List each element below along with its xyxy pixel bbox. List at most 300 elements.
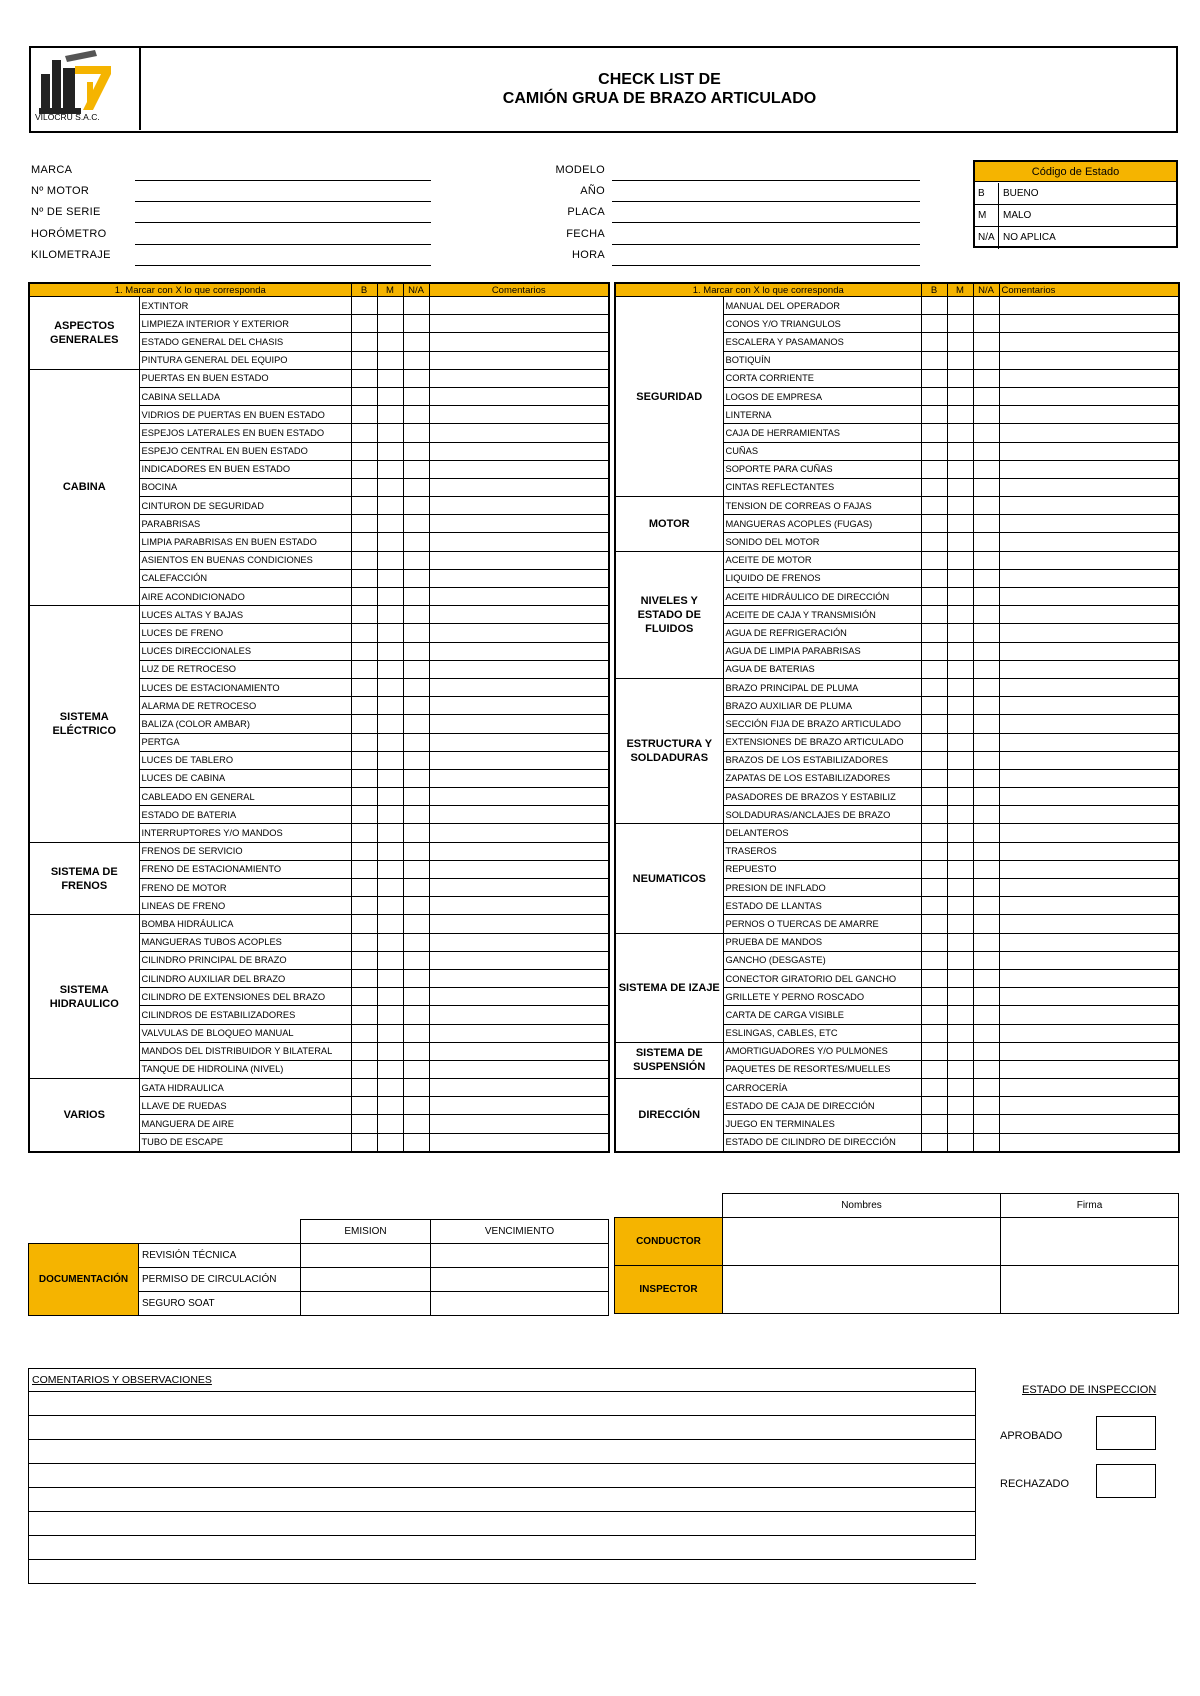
check-b-cell[interactable] bbox=[921, 1042, 947, 1060]
check-b-cell[interactable] bbox=[921, 897, 947, 915]
check-b-cell[interactable] bbox=[921, 642, 947, 660]
check-na-cell[interactable] bbox=[403, 697, 429, 715]
check-na-cell[interactable] bbox=[973, 1133, 999, 1152]
check-na-cell[interactable] bbox=[403, 333, 429, 351]
check-m-cell[interactable] bbox=[947, 733, 973, 751]
comment-cell[interactable] bbox=[999, 588, 1179, 606]
check-na-cell[interactable] bbox=[403, 642, 429, 660]
check-na-cell[interactable] bbox=[973, 1079, 999, 1097]
doc-expiry-cell[interactable] bbox=[431, 1292, 609, 1316]
check-na-cell[interactable] bbox=[973, 733, 999, 751]
check-na-cell[interactable] bbox=[973, 824, 999, 842]
check-na-cell[interactable] bbox=[403, 860, 429, 878]
doc-expiry-cell[interactable] bbox=[431, 1244, 609, 1268]
check-na-cell[interactable] bbox=[973, 424, 999, 442]
check-na-cell[interactable] bbox=[973, 1097, 999, 1115]
comment-cell[interactable] bbox=[429, 442, 609, 460]
check-m-cell[interactable] bbox=[377, 569, 403, 587]
check-na-cell[interactable] bbox=[403, 733, 429, 751]
check-b-cell[interactable] bbox=[921, 806, 947, 824]
check-na-cell[interactable] bbox=[973, 678, 999, 696]
check-b-cell[interactable] bbox=[921, 1060, 947, 1078]
check-na-cell[interactable] bbox=[973, 951, 999, 969]
check-na-cell[interactable] bbox=[973, 1060, 999, 1078]
check-m-cell[interactable] bbox=[947, 969, 973, 987]
check-m-cell[interactable] bbox=[377, 551, 403, 569]
check-m-cell[interactable] bbox=[377, 315, 403, 333]
check-b-cell[interactable] bbox=[351, 824, 377, 842]
check-b-cell[interactable] bbox=[921, 1133, 947, 1152]
check-na-cell[interactable] bbox=[403, 1024, 429, 1042]
comment-cell[interactable] bbox=[999, 315, 1179, 333]
comment-cell[interactable] bbox=[999, 1006, 1179, 1024]
check-b-cell[interactable] bbox=[351, 497, 377, 515]
check-na-cell[interactable] bbox=[403, 824, 429, 842]
driver-name-cell[interactable] bbox=[723, 1218, 1001, 1266]
check-m-cell[interactable] bbox=[947, 460, 973, 478]
check-na-cell[interactable] bbox=[403, 588, 429, 606]
check-m-cell[interactable] bbox=[947, 569, 973, 587]
check-na-cell[interactable] bbox=[403, 678, 429, 696]
check-b-cell[interactable] bbox=[921, 697, 947, 715]
comment-line[interactable] bbox=[28, 1392, 976, 1416]
check-m-cell[interactable] bbox=[947, 660, 973, 678]
check-m-cell[interactable] bbox=[947, 678, 973, 696]
check-na-cell[interactable] bbox=[403, 951, 429, 969]
comment-line[interactable] bbox=[28, 1416, 976, 1440]
comment-cell[interactable] bbox=[999, 879, 1179, 897]
check-na-cell[interactable] bbox=[973, 315, 999, 333]
check-na-cell[interactable] bbox=[403, 551, 429, 569]
check-m-cell[interactable] bbox=[377, 497, 403, 515]
check-b-cell[interactable] bbox=[921, 1079, 947, 1097]
check-m-cell[interactable] bbox=[377, 697, 403, 715]
check-m-cell[interactable] bbox=[377, 733, 403, 751]
check-m-cell[interactable] bbox=[377, 897, 403, 915]
check-na-cell[interactable] bbox=[403, 297, 429, 315]
check-m-cell[interactable] bbox=[377, 424, 403, 442]
check-na-cell[interactable] bbox=[973, 697, 999, 715]
check-na-cell[interactable] bbox=[403, 1079, 429, 1097]
check-m-cell[interactable] bbox=[377, 606, 403, 624]
check-na-cell[interactable] bbox=[403, 879, 429, 897]
check-m-cell[interactable] bbox=[947, 897, 973, 915]
check-na-cell[interactable] bbox=[403, 533, 429, 551]
comment-cell[interactable] bbox=[999, 1133, 1179, 1152]
comment-cell[interactable] bbox=[999, 569, 1179, 587]
approved-checkbox[interactable] bbox=[1096, 1416, 1156, 1450]
check-m-cell[interactable] bbox=[947, 315, 973, 333]
check-m-cell[interactable] bbox=[377, 915, 403, 933]
check-m-cell[interactable] bbox=[947, 1115, 973, 1133]
check-na-cell[interactable] bbox=[403, 897, 429, 915]
check-m-cell[interactable] bbox=[947, 988, 973, 1006]
comment-cell[interactable] bbox=[429, 824, 609, 842]
comment-cell[interactable] bbox=[999, 1042, 1179, 1060]
check-m-cell[interactable] bbox=[377, 660, 403, 678]
check-b-cell[interactable] bbox=[921, 569, 947, 587]
comment-cell[interactable] bbox=[999, 769, 1179, 787]
check-m-cell[interactable] bbox=[947, 424, 973, 442]
check-m-cell[interactable] bbox=[377, 1060, 403, 1078]
check-m-cell[interactable] bbox=[947, 842, 973, 860]
comment-cell[interactable] bbox=[999, 515, 1179, 533]
check-na-cell[interactable] bbox=[403, 424, 429, 442]
check-na-cell[interactable] bbox=[403, 1042, 429, 1060]
check-na-cell[interactable] bbox=[973, 969, 999, 987]
check-m-cell[interactable] bbox=[377, 678, 403, 696]
check-b-cell[interactable] bbox=[921, 369, 947, 387]
comment-cell[interactable] bbox=[429, 333, 609, 351]
comment-cell[interactable] bbox=[999, 933, 1179, 951]
comment-cell[interactable] bbox=[999, 442, 1179, 460]
comment-cell[interactable] bbox=[999, 678, 1179, 696]
check-b-cell[interactable] bbox=[351, 624, 377, 642]
check-b-cell[interactable] bbox=[921, 297, 947, 315]
check-m-cell[interactable] bbox=[377, 624, 403, 642]
comment-cell[interactable] bbox=[429, 351, 609, 369]
check-na-cell[interactable] bbox=[973, 533, 999, 551]
comment-line[interactable] bbox=[28, 1440, 976, 1464]
check-b-cell[interactable] bbox=[351, 1024, 377, 1042]
check-m-cell[interactable] bbox=[377, 969, 403, 987]
check-na-cell[interactable] bbox=[973, 1042, 999, 1060]
hour-meter-input-line[interactable] bbox=[135, 244, 431, 245]
check-b-cell[interactable] bbox=[921, 624, 947, 642]
comment-cell[interactable] bbox=[429, 497, 609, 515]
check-na-cell[interactable] bbox=[973, 1006, 999, 1024]
check-na-cell[interactable] bbox=[973, 1024, 999, 1042]
comment-cell[interactable] bbox=[429, 569, 609, 587]
check-m-cell[interactable] bbox=[947, 351, 973, 369]
check-b-cell[interactable] bbox=[921, 1006, 947, 1024]
check-m-cell[interactable] bbox=[947, 369, 973, 387]
check-b-cell[interactable] bbox=[351, 387, 377, 405]
check-na-cell[interactable] bbox=[403, 1097, 429, 1115]
check-b-cell[interactable] bbox=[921, 424, 947, 442]
comment-cell[interactable] bbox=[999, 369, 1179, 387]
check-b-cell[interactable] bbox=[921, 406, 947, 424]
check-na-cell[interactable] bbox=[973, 551, 999, 569]
check-b-cell[interactable] bbox=[921, 588, 947, 606]
year-input-line[interactable] bbox=[612, 201, 920, 202]
check-b-cell[interactable] bbox=[351, 424, 377, 442]
check-b-cell[interactable] bbox=[921, 969, 947, 987]
check-m-cell[interactable] bbox=[377, 751, 403, 769]
check-na-cell[interactable] bbox=[403, 478, 429, 496]
check-b-cell[interactable] bbox=[921, 715, 947, 733]
check-b-cell[interactable] bbox=[351, 533, 377, 551]
check-m-cell[interactable] bbox=[377, 1115, 403, 1133]
comment-cell[interactable] bbox=[999, 606, 1179, 624]
comment-cell[interactable] bbox=[429, 551, 609, 569]
check-m-cell[interactable] bbox=[377, 860, 403, 878]
check-na-cell[interactable] bbox=[973, 806, 999, 824]
check-b-cell[interactable] bbox=[921, 351, 947, 369]
check-na-cell[interactable] bbox=[403, 442, 429, 460]
check-b-cell[interactable] bbox=[921, 497, 947, 515]
check-b-cell[interactable] bbox=[351, 769, 377, 787]
check-na-cell[interactable] bbox=[403, 751, 429, 769]
check-na-cell[interactable] bbox=[973, 933, 999, 951]
check-na-cell[interactable] bbox=[973, 842, 999, 860]
check-m-cell[interactable] bbox=[377, 351, 403, 369]
comment-cell[interactable] bbox=[999, 497, 1179, 515]
check-na-cell[interactable] bbox=[973, 751, 999, 769]
check-m-cell[interactable] bbox=[947, 533, 973, 551]
check-b-cell[interactable] bbox=[351, 897, 377, 915]
check-b-cell[interactable] bbox=[351, 1079, 377, 1097]
check-m-cell[interactable] bbox=[947, 751, 973, 769]
comment-cell[interactable] bbox=[429, 1024, 609, 1042]
time-input-line[interactable] bbox=[612, 265, 920, 266]
comment-cell[interactable] bbox=[429, 1060, 609, 1078]
check-b-cell[interactable] bbox=[351, 460, 377, 478]
check-m-cell[interactable] bbox=[377, 297, 403, 315]
comment-cell[interactable] bbox=[429, 588, 609, 606]
comment-cell[interactable] bbox=[999, 460, 1179, 478]
check-m-cell[interactable] bbox=[947, 551, 973, 569]
check-na-cell[interactable] bbox=[403, 788, 429, 806]
check-na-cell[interactable] bbox=[973, 515, 999, 533]
comment-cell[interactable] bbox=[429, 678, 609, 696]
check-na-cell[interactable] bbox=[973, 988, 999, 1006]
check-m-cell[interactable] bbox=[377, 515, 403, 533]
check-b-cell[interactable] bbox=[351, 1133, 377, 1152]
check-m-cell[interactable] bbox=[377, 387, 403, 405]
doc-emission-cell[interactable] bbox=[301, 1268, 431, 1292]
check-na-cell[interactable] bbox=[403, 606, 429, 624]
check-m-cell[interactable] bbox=[377, 533, 403, 551]
check-m-cell[interactable] bbox=[377, 1133, 403, 1152]
check-b-cell[interactable] bbox=[351, 969, 377, 987]
check-b-cell[interactable] bbox=[351, 369, 377, 387]
check-m-cell[interactable] bbox=[947, 387, 973, 405]
comment-cell[interactable] bbox=[429, 660, 609, 678]
check-na-cell[interactable] bbox=[973, 715, 999, 733]
check-na-cell[interactable] bbox=[973, 660, 999, 678]
brand-input-line[interactable] bbox=[135, 180, 431, 181]
check-na-cell[interactable] bbox=[403, 515, 429, 533]
comment-cell[interactable] bbox=[429, 515, 609, 533]
check-na-cell[interactable] bbox=[403, 842, 429, 860]
comment-cell[interactable] bbox=[999, 915, 1179, 933]
check-m-cell[interactable] bbox=[947, 915, 973, 933]
check-b-cell[interactable] bbox=[351, 642, 377, 660]
comment-cell[interactable] bbox=[429, 897, 609, 915]
check-b-cell[interactable] bbox=[921, 678, 947, 696]
check-na-cell[interactable] bbox=[403, 1115, 429, 1133]
check-na-cell[interactable] bbox=[403, 933, 429, 951]
check-m-cell[interactable] bbox=[947, 1006, 973, 1024]
check-m-cell[interactable] bbox=[947, 588, 973, 606]
check-na-cell[interactable] bbox=[403, 369, 429, 387]
check-b-cell[interactable] bbox=[921, 733, 947, 751]
comment-cell[interactable] bbox=[999, 1024, 1179, 1042]
check-na-cell[interactable] bbox=[403, 497, 429, 515]
check-na-cell[interactable] bbox=[973, 406, 999, 424]
check-b-cell[interactable] bbox=[351, 788, 377, 806]
comment-cell[interactable] bbox=[429, 751, 609, 769]
check-b-cell[interactable] bbox=[921, 1115, 947, 1133]
comment-cell[interactable] bbox=[999, 697, 1179, 715]
comment-cell[interactable] bbox=[999, 1079, 1179, 1097]
check-m-cell[interactable] bbox=[377, 788, 403, 806]
doc-emission-cell[interactable] bbox=[301, 1292, 431, 1316]
check-m-cell[interactable] bbox=[377, 715, 403, 733]
check-na-cell[interactable] bbox=[973, 460, 999, 478]
check-na-cell[interactable] bbox=[973, 497, 999, 515]
check-m-cell[interactable] bbox=[947, 406, 973, 424]
comment-cell[interactable] bbox=[999, 660, 1179, 678]
check-m-cell[interactable] bbox=[947, 333, 973, 351]
check-b-cell[interactable] bbox=[921, 660, 947, 678]
check-b-cell[interactable] bbox=[351, 988, 377, 1006]
comment-cell[interactable] bbox=[999, 1097, 1179, 1115]
check-b-cell[interactable] bbox=[351, 751, 377, 769]
check-b-cell[interactable] bbox=[351, 333, 377, 351]
check-m-cell[interactable] bbox=[947, 442, 973, 460]
comment-cell[interactable] bbox=[429, 1079, 609, 1097]
comment-cell[interactable] bbox=[999, 297, 1179, 315]
check-na-cell[interactable] bbox=[973, 642, 999, 660]
comment-cell[interactable] bbox=[429, 788, 609, 806]
check-b-cell[interactable] bbox=[351, 860, 377, 878]
driver-signature-cell[interactable] bbox=[1001, 1218, 1179, 1266]
comment-cell[interactable] bbox=[999, 533, 1179, 551]
check-m-cell[interactable] bbox=[377, 478, 403, 496]
check-b-cell[interactable] bbox=[351, 1042, 377, 1060]
check-m-cell[interactable] bbox=[377, 369, 403, 387]
comment-cell[interactable] bbox=[429, 624, 609, 642]
comment-cell[interactable] bbox=[999, 1115, 1179, 1133]
comment-cell[interactable] bbox=[999, 897, 1179, 915]
comment-cell[interactable] bbox=[429, 842, 609, 860]
comment-cell[interactable] bbox=[999, 751, 1179, 769]
check-m-cell[interactable] bbox=[947, 1042, 973, 1060]
inspector-signature-cell[interactable] bbox=[1001, 1266, 1179, 1314]
comment-cell[interactable] bbox=[999, 842, 1179, 860]
check-m-cell[interactable] bbox=[947, 951, 973, 969]
doc-expiry-cell[interactable] bbox=[431, 1268, 609, 1292]
check-na-cell[interactable] bbox=[973, 297, 999, 315]
comment-cell[interactable] bbox=[999, 406, 1179, 424]
comment-cell[interactable] bbox=[999, 642, 1179, 660]
comment-cell[interactable] bbox=[429, 1133, 609, 1152]
check-b-cell[interactable] bbox=[921, 769, 947, 787]
check-b-cell[interactable] bbox=[351, 569, 377, 587]
check-b-cell[interactable] bbox=[351, 733, 377, 751]
check-b-cell[interactable] bbox=[921, 824, 947, 842]
check-b-cell[interactable] bbox=[921, 860, 947, 878]
check-m-cell[interactable] bbox=[947, 478, 973, 496]
check-na-cell[interactable] bbox=[973, 351, 999, 369]
check-m-cell[interactable] bbox=[947, 297, 973, 315]
comment-cell[interactable] bbox=[999, 1060, 1179, 1078]
comment-cell[interactable] bbox=[429, 933, 609, 951]
comment-cell[interactable] bbox=[429, 879, 609, 897]
check-na-cell[interactable] bbox=[973, 1115, 999, 1133]
check-b-cell[interactable] bbox=[351, 660, 377, 678]
check-m-cell[interactable] bbox=[947, 1097, 973, 1115]
check-m-cell[interactable] bbox=[377, 1079, 403, 1097]
check-b-cell[interactable] bbox=[351, 442, 377, 460]
check-na-cell[interactable] bbox=[973, 442, 999, 460]
check-m-cell[interactable] bbox=[947, 697, 973, 715]
comment-cell[interactable] bbox=[429, 769, 609, 787]
comment-line[interactable] bbox=[28, 1464, 976, 1488]
check-na-cell[interactable] bbox=[973, 788, 999, 806]
check-na-cell[interactable] bbox=[973, 606, 999, 624]
check-na-cell[interactable] bbox=[973, 387, 999, 405]
check-na-cell[interactable] bbox=[973, 588, 999, 606]
check-b-cell[interactable] bbox=[921, 879, 947, 897]
check-b-cell[interactable] bbox=[351, 297, 377, 315]
comment-cell[interactable] bbox=[429, 1042, 609, 1060]
check-m-cell[interactable] bbox=[377, 1006, 403, 1024]
check-m-cell[interactable] bbox=[377, 988, 403, 1006]
check-m-cell[interactable] bbox=[377, 933, 403, 951]
check-na-cell[interactable] bbox=[403, 387, 429, 405]
comment-cell[interactable] bbox=[429, 969, 609, 987]
comment-cell[interactable] bbox=[429, 606, 609, 624]
check-na-cell[interactable] bbox=[403, 915, 429, 933]
check-b-cell[interactable] bbox=[921, 751, 947, 769]
check-m-cell[interactable] bbox=[947, 860, 973, 878]
check-na-cell[interactable] bbox=[403, 988, 429, 1006]
check-m-cell[interactable] bbox=[947, 806, 973, 824]
inspector-name-cell[interactable] bbox=[723, 1266, 1001, 1314]
check-m-cell[interactable] bbox=[377, 406, 403, 424]
comment-cell[interactable] bbox=[429, 478, 609, 496]
plate-input-line[interactable] bbox=[612, 222, 920, 223]
comment-cell[interactable] bbox=[999, 951, 1179, 969]
check-b-cell[interactable] bbox=[351, 715, 377, 733]
comment-cell[interactable] bbox=[429, 424, 609, 442]
comment-line[interactable] bbox=[28, 1488, 976, 1512]
comment-cell[interactable] bbox=[999, 733, 1179, 751]
comment-cell[interactable] bbox=[429, 315, 609, 333]
check-m-cell[interactable] bbox=[377, 879, 403, 897]
check-m-cell[interactable] bbox=[377, 806, 403, 824]
check-m-cell[interactable] bbox=[377, 1024, 403, 1042]
check-na-cell[interactable] bbox=[403, 460, 429, 478]
check-b-cell[interactable] bbox=[351, 351, 377, 369]
check-na-cell[interactable] bbox=[403, 660, 429, 678]
check-m-cell[interactable] bbox=[377, 769, 403, 787]
check-m-cell[interactable] bbox=[947, 497, 973, 515]
comment-cell[interactable] bbox=[429, 988, 609, 1006]
check-b-cell[interactable] bbox=[921, 515, 947, 533]
check-b-cell[interactable] bbox=[921, 842, 947, 860]
check-na-cell[interactable] bbox=[403, 806, 429, 824]
check-b-cell[interactable] bbox=[921, 442, 947, 460]
serial-number-input-line[interactable] bbox=[135, 222, 431, 223]
check-m-cell[interactable] bbox=[947, 715, 973, 733]
comment-cell[interactable] bbox=[999, 988, 1179, 1006]
check-na-cell[interactable] bbox=[973, 915, 999, 933]
check-b-cell[interactable] bbox=[351, 915, 377, 933]
comment-cell[interactable] bbox=[429, 533, 609, 551]
check-m-cell[interactable] bbox=[947, 642, 973, 660]
check-b-cell[interactable] bbox=[351, 678, 377, 696]
check-na-cell[interactable] bbox=[973, 369, 999, 387]
check-m-cell[interactable] bbox=[947, 1079, 973, 1097]
check-b-cell[interactable] bbox=[921, 606, 947, 624]
check-b-cell[interactable] bbox=[351, 1006, 377, 1024]
comment-cell[interactable] bbox=[999, 551, 1179, 569]
comment-cell[interactable] bbox=[999, 860, 1179, 878]
